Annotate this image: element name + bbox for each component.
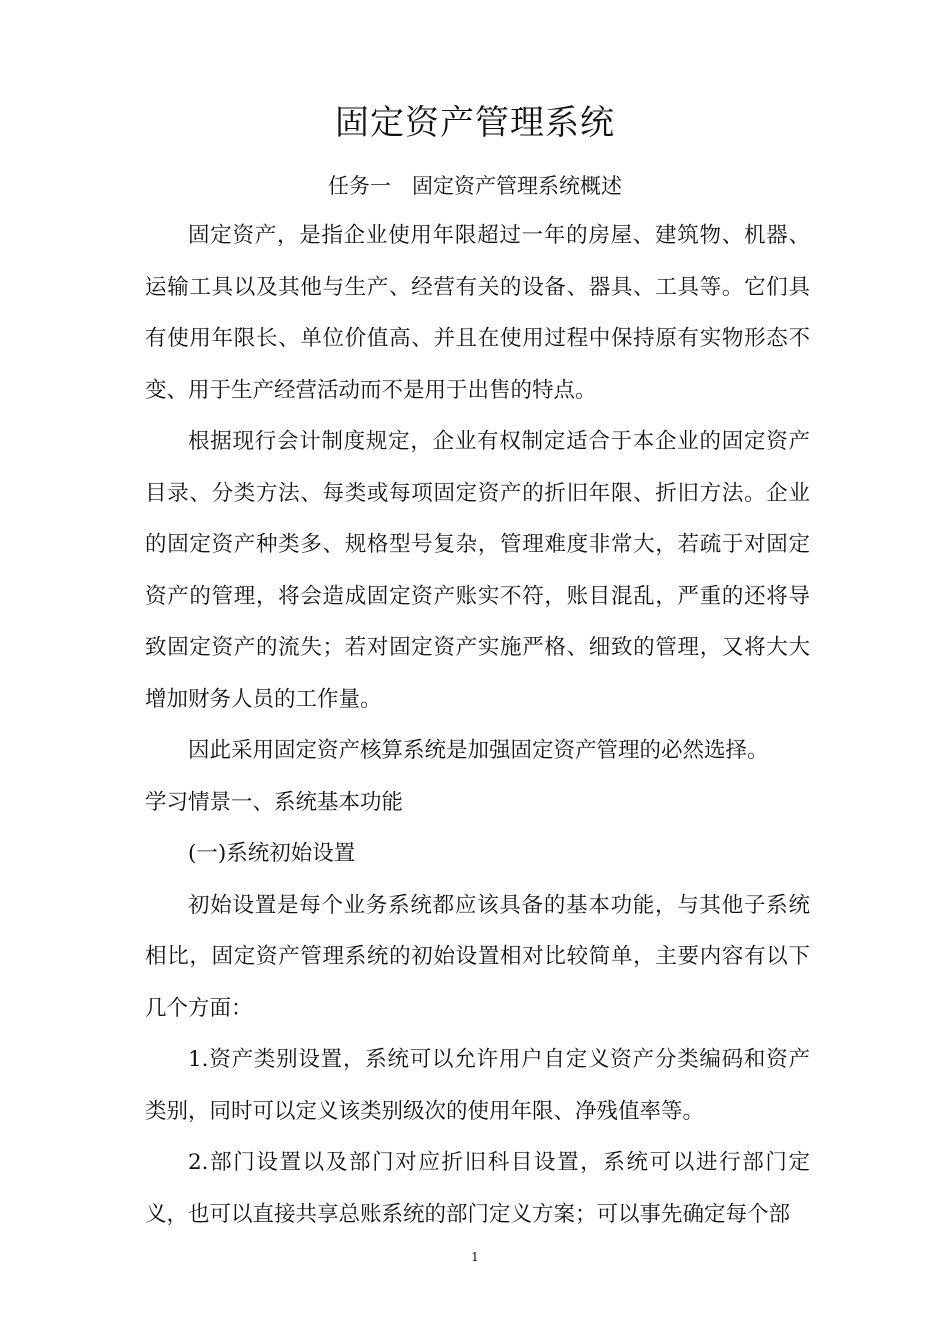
paragraph-initial-setup: 初始设置是每个业务系统都应该具备的基本功能，与其他子系统相比，固定资产管理系统的初始设置相对比较简单，主要内容有以下几个方面： — [145, 892, 810, 1021]
section-heading: 学习情景一、系统基本功能 — [145, 789, 404, 815]
page-number: 1 — [471, 1250, 479, 1264]
paragraph-fixed-asset-definition: 固定资产，是指企业使用年限超过一年的房屋、建筑物、机器、运输工具以及其他与生产、经营有关的设备、器具、工具等。它们具有使用年限长、单位价值高、并且在使用过程中保持原有实物形态不变、用于生产经营活动而不是用于出售的特点。 — [145, 223, 810, 403]
paragraph-accounting-rules: 根据现行会计制度规定，企业有权制定适合于本企业的固定资产目录、分类方法、每类或每项固定资产的折旧年限、折旧方法。企业的固定资产种类多、规格型号复杂，管理难度非常大，若疏于对固定资产的管理，将会造成固定资产账实不符，账目混乱，严重的还将导致固定资产的流失；若对固定资产实施严格、细致的管理，又将大大增加财务人员的工作量。 — [145, 429, 810, 712]
list-item-asset-category: 1.资产类别设置，系统可以允许用户自定义资产分类编码和资产类别，同时可以定义该类别级次的使用年限、净残值率等。 — [145, 1047, 810, 1124]
document-body — [145, 210, 810, 1240]
document-title: 固定资产管理系统 — [335, 103, 615, 143]
list-item-department-setup: 2.部门设置以及部门对应折旧科目设置，系统可以进行部门定义，也可以直接共享总账系统的部门定义方案；可以事先确定每个部 — [145, 1150, 810, 1227]
task-subtitle: 任务一 固定资产管理系统概述 — [328, 174, 622, 198]
subsection-heading: (一)系统初始设置 — [188, 841, 356, 866]
paragraph-conclusion: 因此采用固定资产核算系统是加强固定资产管理的必然选择。 — [188, 738, 769, 763]
